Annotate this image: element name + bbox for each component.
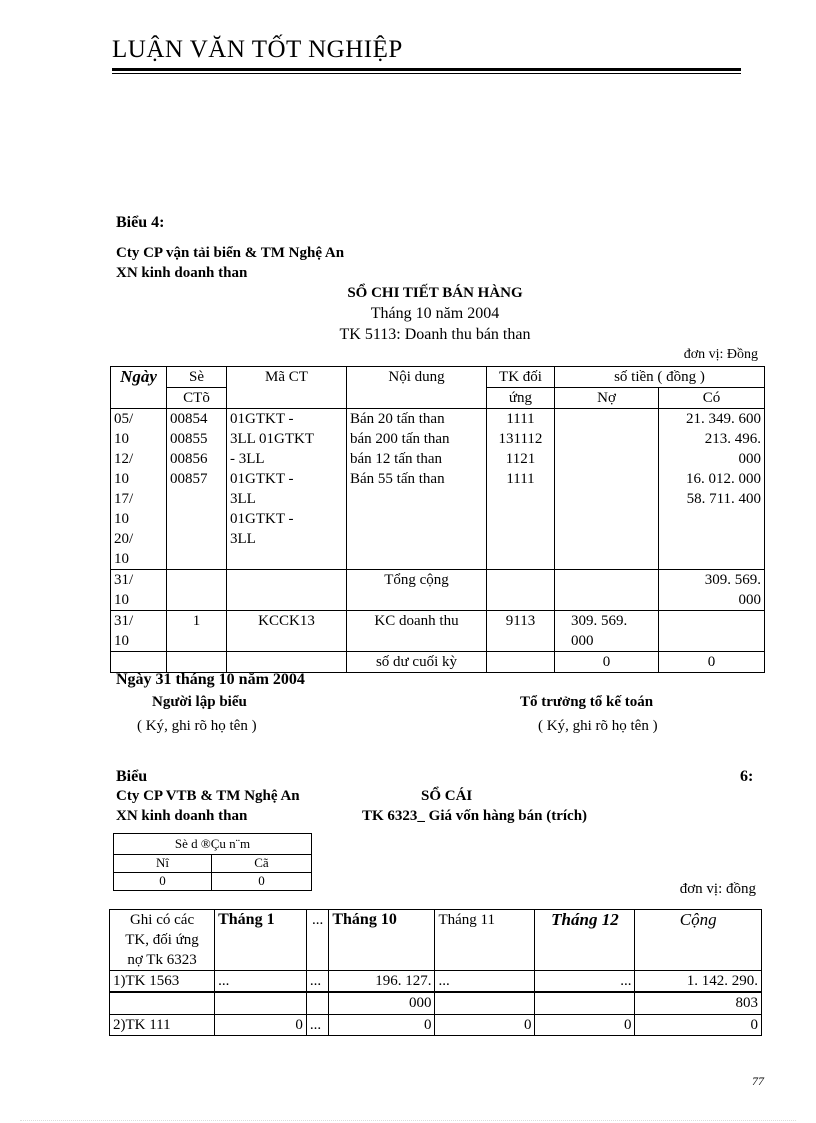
opening-co-label: Cã	[212, 855, 312, 873]
page-number: 77	[752, 1074, 764, 1088]
col-cong: Cộng	[635, 910, 762, 971]
cell-ngay: 05/ 10 12/ 10 17/ 10 20/ 10	[111, 409, 167, 570]
cell-t11: ...	[435, 971, 535, 993]
table-row	[111, 409, 765, 570]
table-row	[110, 971, 762, 993]
cell-t1: 0	[215, 1014, 307, 1035]
cell-t1	[215, 992, 307, 1014]
col-tk-doi-2: ứng	[487, 388, 555, 409]
cell-t10: 0	[329, 1014, 435, 1035]
ledger-table	[109, 909, 762, 1036]
cell-ma-ct: 01GTKT - 3LL 01GTKT - 3LL 01GTKT - 3LL 01GTKT - 3LL	[227, 409, 347, 570]
page-header-title: LUẬN VĂN TỐT NGHIỆP	[112, 36, 403, 63]
company-name: Cty CP vận tải biển & TM Nghệ An	[116, 245, 345, 261]
col-thang-12: Tháng 12	[535, 910, 635, 971]
report-month: Tháng 10 năm 2004	[370, 305, 500, 322]
cell-tk-doi: 9113	[487, 611, 555, 652]
col-ngay: Ngày	[111, 367, 167, 409]
cell-noi-dung: Tổng cộng	[347, 570, 487, 611]
bieu-6-number: 6:	[740, 768, 754, 785]
col-dots: ...	[306, 910, 328, 971]
currency-unit: đơn vị: Đồng	[683, 347, 758, 362]
col-thang-1: Tháng 1	[215, 910, 307, 971]
cell-cong: 0	[635, 1014, 762, 1035]
sales-detail-table	[110, 366, 765, 673]
cell-noi-dung: Bán 20 tấn than bán 200 tấn than bán 12 tấn than Bán 55 tấn than	[347, 409, 487, 570]
cell-no	[555, 409, 659, 570]
table-row	[110, 992, 762, 1014]
cell-co: 0	[659, 652, 765, 673]
date-line: Ngày 31 tháng 10 năm 2004	[116, 671, 305, 688]
col-so-tien: số tiền ( đồng )	[555, 367, 765, 388]
ledger-account: TK 6323_ Giá vốn hàng bán (trích)	[362, 808, 588, 824]
col-tk-doi-1: TK đối	[487, 367, 555, 388]
bieu-4-label: Biểu 4:	[116, 214, 165, 231]
unit-name-2: XN kinh doanh than	[116, 808, 248, 824]
cell-so-ct: 00854 00855 00856 00857	[167, 409, 227, 570]
cell-label: 1)TK 1563	[110, 971, 215, 993]
cell-label: 2)TK 111	[110, 1014, 215, 1035]
cell-co: 21. 349. 600 213. 496. 000 16. 012. 000 58. 711. 400	[659, 409, 765, 570]
cell-ngay: 31/ 10	[111, 570, 167, 611]
cell-no: 0	[555, 652, 659, 673]
col-so-ct-1: Sè	[167, 367, 227, 388]
page-bottom-divider	[20, 1120, 796, 1121]
cell-co: 309. 569. 000	[659, 570, 765, 611]
cell-dots: ...	[306, 1014, 328, 1035]
cell-t12	[535, 992, 635, 1014]
cell-ma-ct: KCCK13	[227, 611, 347, 652]
opening-balance-table	[113, 833, 312, 891]
col-co: Có	[659, 388, 765, 409]
cell-t12: ...	[535, 971, 635, 993]
opening-co-value: 0	[212, 873, 312, 891]
cell-t10: 196. 127.	[329, 971, 435, 993]
sign-note-right: ( Ký, ghi rõ họ tên )	[538, 718, 658, 734]
cell-tk-doi: 1111 131112 1121 1111	[487, 409, 555, 570]
header-rule-thin	[112, 73, 741, 74]
cell-cong: 803	[635, 992, 762, 1014]
cell-tk-doi	[487, 652, 555, 673]
currency-unit-2: đơn vị: đồng	[679, 881, 756, 897]
table-row	[111, 570, 765, 611]
col-thang-10: Tháng 10	[329, 910, 435, 971]
header-rule-thick	[112, 68, 741, 71]
col-so-ct-2: CTõ	[167, 388, 227, 409]
signer-right: Tổ trưởng tổ kế toán	[520, 694, 654, 710]
sign-note-left: ( Ký, ghi rõ họ tên )	[137, 718, 257, 734]
cell-noi-dung: số dư cuối kỳ	[347, 652, 487, 673]
table-row	[110, 1014, 762, 1035]
opening-title: Sè d ®Çu n¨m	[114, 834, 312, 855]
bieu-6-label: Biểu	[116, 768, 148, 785]
cell-so-ct: 1	[167, 611, 227, 652]
signer-left: Người lập biểu	[152, 694, 247, 710]
cell-t1: ...	[215, 971, 307, 993]
cell-ngay	[111, 652, 167, 673]
report-title: SỔ CHI TIẾT BÁN HÀNG	[347, 285, 523, 301]
cell-so-ct	[167, 570, 227, 611]
cell-dots	[306, 992, 328, 1014]
unit-name: XN kinh doanh than	[116, 265, 248, 281]
cell-so-ct	[167, 652, 227, 673]
cell-ngay: 31/ 10	[111, 611, 167, 652]
cell-tk-doi	[487, 570, 555, 611]
table-row	[111, 611, 765, 652]
company-name-2: Cty CP VTB & TM Nghệ An	[116, 788, 300, 804]
cell-dots: ...	[306, 971, 328, 993]
cell-t12: 0	[535, 1014, 635, 1035]
cell-label	[110, 992, 215, 1014]
cell-no: 309. 569. 000	[555, 611, 659, 652]
col-ma-ct: Mã CT	[227, 367, 347, 409]
col-no: Nợ	[555, 388, 659, 409]
cell-ma-ct	[227, 652, 347, 673]
cell-co	[659, 611, 765, 652]
col-thang-11: Tháng 11	[435, 910, 535, 971]
cell-t11: 0	[435, 1014, 535, 1035]
report-account: TK 5113: Doanh thu bán than	[339, 326, 531, 343]
opening-no-value: 0	[114, 873, 212, 891]
table-row	[111, 652, 765, 673]
cell-no	[555, 570, 659, 611]
opening-no-label: Nî	[114, 855, 212, 873]
col-ghi-co: Ghi có các TK, đối ứng nợ Tk 6323	[110, 910, 215, 971]
col-noi-dung: Nội dung	[347, 367, 487, 409]
cell-noi-dung: KC doanh thu	[347, 611, 487, 652]
ledger-title: SỔ CÁI	[421, 788, 473, 804]
cell-t11	[435, 992, 535, 1014]
cell-t10: 000	[329, 992, 435, 1014]
cell-ma-ct	[227, 570, 347, 611]
cell-cong: 1. 142. 290.	[635, 971, 762, 993]
